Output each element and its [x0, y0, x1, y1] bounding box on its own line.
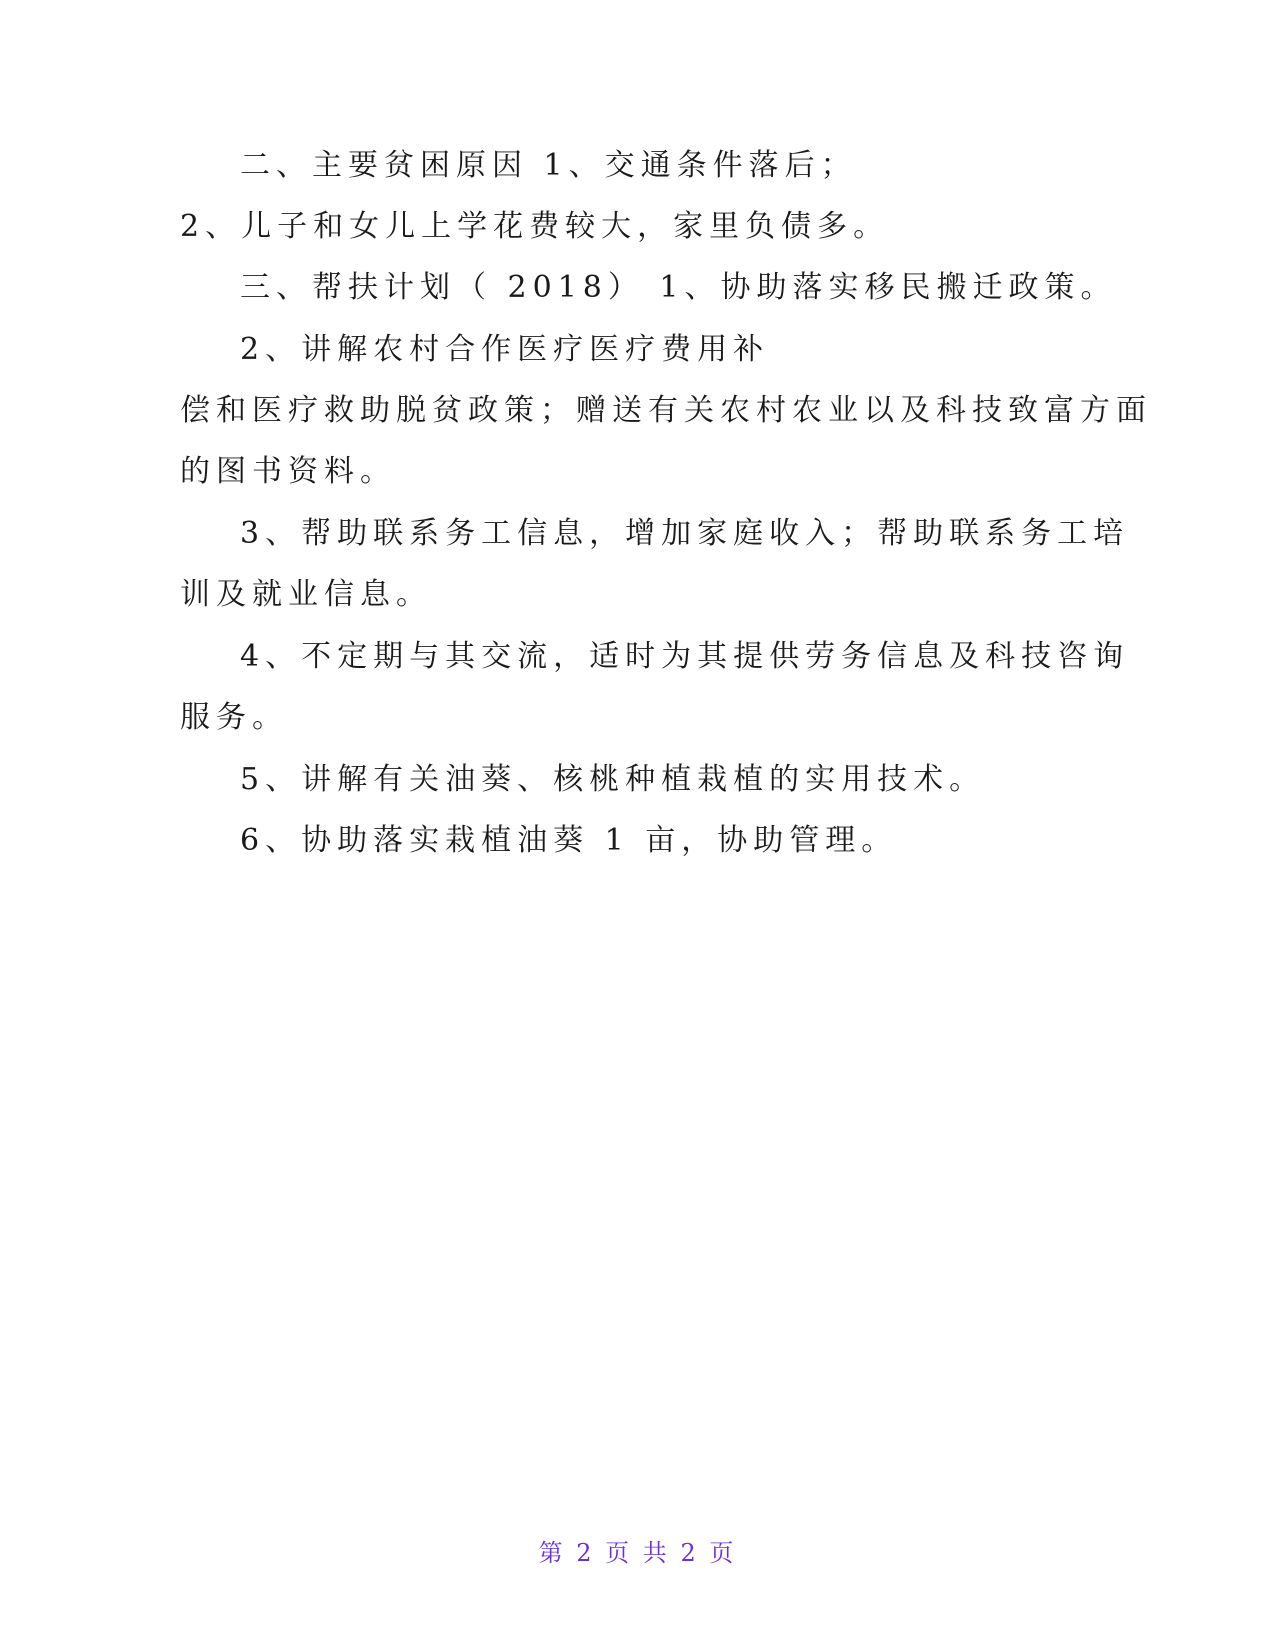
body-line-8: 训及就业信息。: [180, 577, 432, 612]
body-line-3: 三、帮扶计划（ 2018） 1、协助落实移民搬迁政策。: [240, 270, 1117, 305]
body-line-2: 2、儿子和女儿上学花费较大，家里负债多。: [180, 209, 890, 244]
body-line-7: 3、帮助联系务工信息，增加家庭收入；帮助联系务工培: [240, 516, 1130, 551]
body-line-1: 二、主要贫困原因 1、交通条件落后；: [240, 148, 857, 183]
body-line-11: 5、讲解有关油葵、核桃种植栽植的实用技术。: [240, 762, 986, 797]
body-line-6: 的图书资料。: [180, 454, 396, 489]
page-footer: 第 2 页 共 2 页: [538, 1539, 737, 1567]
body-line-12: 6、协助落实栽植油葵 1 亩，协助管理。: [240, 823, 898, 858]
body-line-4: 2、讲解农村合作医疗医疗费用补: [240, 332, 770, 367]
body-line-9: 4、不定期与其交流，适时为其提供劳务信息及科技咨询: [240, 639, 1130, 674]
body-line-10: 服务。: [180, 700, 288, 735]
body-line-5: 偿和医疗救助脱贫政策；赠送有关农村农业以及科技致富方面: [180, 393, 1152, 428]
